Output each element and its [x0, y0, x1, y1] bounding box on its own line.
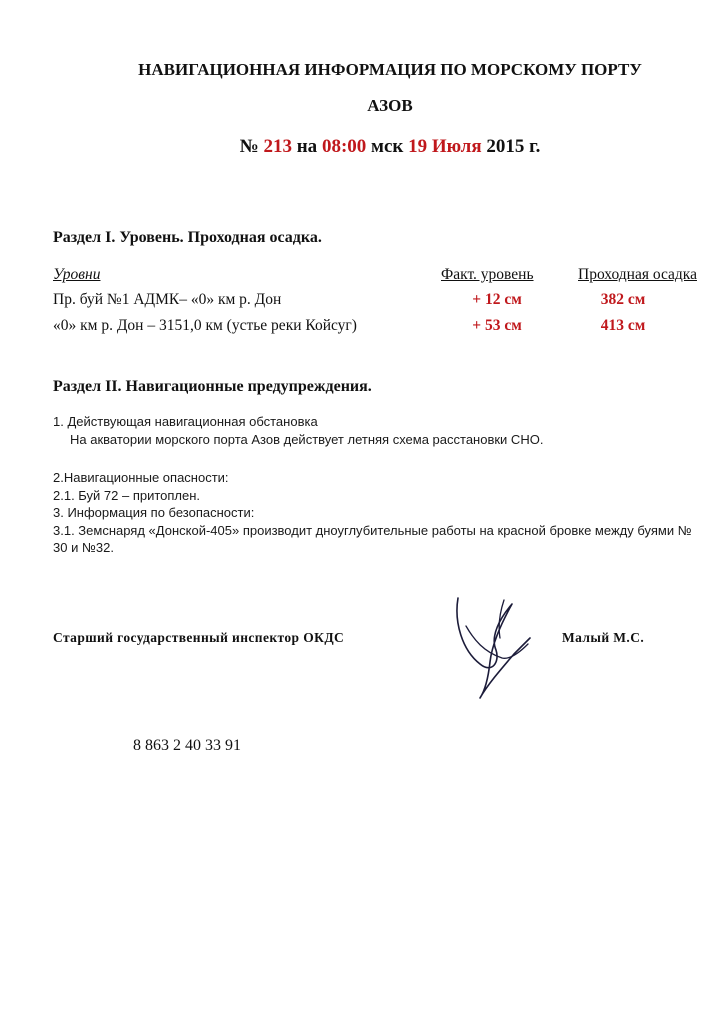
- handwritten-signature: [440, 592, 540, 702]
- draft-column-header: Проходная осадка: [578, 266, 697, 283]
- level-row-draft: 382 см: [600, 291, 646, 308]
- warning-item-1-title: 1. Действующая навигационная обстановка: [53, 414, 318, 429]
- issue-line: [0, 136, 725, 158]
- level-row-fact: + 12 см: [472, 291, 522, 308]
- issue-date: 19 Июля: [408, 136, 482, 157]
- section2-heading: Раздел II. Навигационные предупреждения.: [53, 378, 372, 395]
- signatory-name: Малый М.С.: [562, 630, 645, 645]
- fact-level-column-header: Факт. уровень: [441, 266, 534, 283]
- issue-year: 2015 г.: [481, 136, 541, 157]
- warning-item-2-1: 2.1. Буй 72 – притоплен.: [53, 488, 201, 503]
- levels-column-header: Уровни: [53, 266, 101, 283]
- level-row-name: Пр. буй №1 АДМК– «0» км р. Дон: [53, 291, 282, 308]
- warning-item-3-title: 3. Информация по безопасности:: [53, 505, 255, 520]
- document-title-port: АЗОВ: [367, 96, 413, 115]
- section1-heading: Раздел I. Уровень. Проходная осадка.: [53, 229, 322, 246]
- level-row-name: «0» км р. Дон – 3151,0 км (устье реки Койсуг): [53, 317, 357, 334]
- document-title: НАВИГАЦИОННАЯ ИНФОРМАЦИЯ ПО МОРСКОМУ ПОРТУ: [138, 60, 642, 79]
- level-row-draft: 413 см: [600, 317, 646, 334]
- issue-time: 08:00: [321, 136, 367, 157]
- warning-item-1-text: На акватории морского порта Азов действует летняя схема расстановки СНО.: [70, 432, 544, 447]
- issue-number-prefix: №: [239, 136, 264, 157]
- contact-phone: 8 863 2 40 33 91: [133, 737, 241, 754]
- warning-item-3-1: 3.1. Земснаряд «Донской-405» производит дноуглубительные работы на красной бровке между буями № 30 и №32.: [53, 523, 692, 555]
- issue-at-word: на: [291, 136, 322, 157]
- warning-item-2-title: 2.Навигационные опасности:: [53, 470, 229, 485]
- issue-number: 213: [263, 136, 292, 157]
- signatory-position: Старший государственный инспектор ОКДС: [53, 630, 345, 645]
- level-row-fact: + 53 см: [472, 317, 522, 334]
- issue-tz-word: мск: [366, 136, 409, 157]
